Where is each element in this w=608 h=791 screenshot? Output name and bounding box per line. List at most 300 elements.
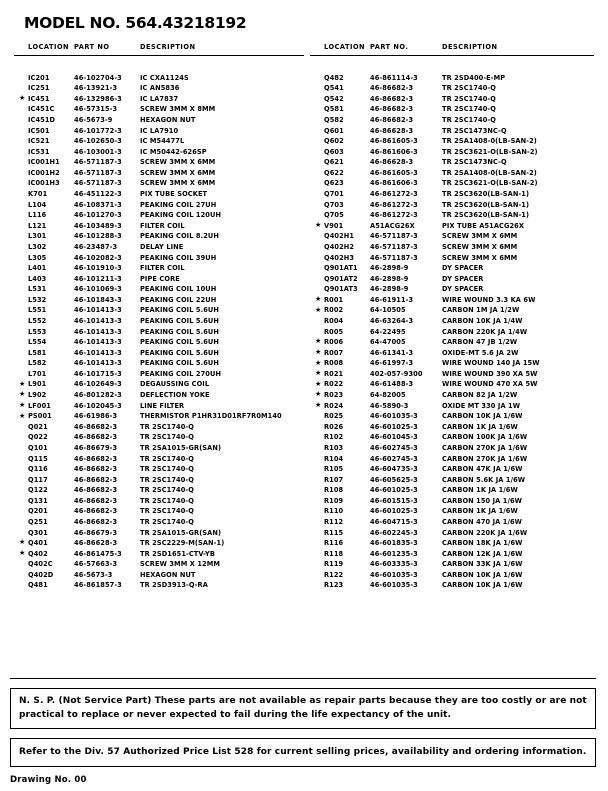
cell-location (14, 422, 74, 433)
cell-location (310, 337, 370, 348)
location-text: Q602 (324, 137, 344, 146)
cell-description: FILTER COIL (140, 264, 185, 273)
cell-location (14, 263, 74, 274)
location-text: R123 (324, 581, 344, 590)
cell-location (310, 517, 370, 528)
cell-part-no: 46-861606-3 (370, 179, 418, 188)
cell-description: SCREW 3MM X 6MM (140, 158, 216, 167)
cell-description: CARBON 220K JA 1/4W (442, 327, 528, 336)
cell-location (310, 94, 370, 105)
table-row (14, 285, 304, 296)
star-icon: ★ (315, 369, 322, 378)
location-text: L532 (28, 295, 47, 304)
cell-location (14, 464, 74, 475)
table-row (14, 211, 304, 222)
cell-description: CARBON 47 JB 1/2W (442, 338, 518, 347)
cell-description: OXIDE MT 330 JA 1W (442, 401, 521, 410)
cell-location (310, 73, 370, 84)
location-text: Q251 (28, 517, 48, 526)
cell-description: TR 2SA1408-0(LB-SAN-2) (442, 137, 537, 146)
cell-location (310, 538, 370, 549)
table-row (14, 337, 304, 348)
cell-location (310, 327, 370, 338)
table-row (14, 232, 304, 243)
cell-part-no: 64-22495 (370, 327, 406, 336)
table-row (310, 507, 594, 518)
location-text: L116 (28, 211, 47, 220)
location-text: IC521 (28, 137, 50, 146)
cell-location (310, 581, 370, 592)
cell-location (310, 422, 370, 433)
table-row (14, 168, 304, 179)
table-row (14, 433, 304, 444)
location-text: Q582 (324, 116, 344, 124)
location-text: Q401 (28, 539, 48, 548)
cell-description: SCREW 3MM X 12MM (140, 560, 221, 569)
cell-location (14, 528, 74, 539)
cell-part-no: 46-86682-3 (370, 116, 414, 124)
cell-part-no: 46-2898-9 (370, 264, 409, 273)
location-text: IC001H2 (28, 168, 60, 177)
table-row (310, 581, 594, 592)
cell-part-no: 46-86682-3 (74, 486, 118, 495)
cell-part-no: 46-601025-3 (370, 507, 418, 516)
cell-description: CARBON 100K JA 1/6W (442, 433, 528, 442)
cell-description: PEAKING COIL 27UH (140, 200, 217, 209)
cell-part-no: 46-13921-3 (74, 84, 118, 93)
parts-column-left (14, 43, 304, 591)
cell-description: PEAKING COIL 5.6UH (140, 327, 219, 336)
table-row (310, 147, 594, 158)
cell-location (14, 115, 74, 126)
cell-description: CARBON 270K JA 1/6W (442, 454, 528, 463)
location-text: R022 (324, 380, 344, 389)
cell-part-no: 46-101910-3 (74, 264, 122, 273)
cell-description: DY SPACER (442, 285, 484, 294)
location-text: L305 (28, 253, 47, 262)
cell-description: IC AN5836 (140, 84, 180, 93)
location-text: L104 (28, 200, 47, 209)
cell-part-no: 46-86682-3 (74, 507, 118, 516)
table-row (310, 306, 594, 317)
location-text: Q022 (28, 433, 48, 442)
cell-description: SCREW 3MM X 6MM (442, 232, 518, 241)
cell-part-no: 46-23487-3 (74, 242, 118, 251)
cell-location (310, 84, 370, 95)
cell-part-no: 64-47005 (370, 338, 406, 347)
table-row (310, 528, 594, 539)
cell-location (14, 242, 74, 253)
table-row (14, 263, 304, 274)
cell-description: TR 2SC1740-Q (140, 454, 194, 463)
cell-location (310, 507, 370, 518)
table-row (310, 475, 594, 486)
cell-description: PEAKING COIL 5.6UH (140, 338, 219, 347)
cell-description: WIRE WOUND 3.3 KA 6W (442, 295, 536, 304)
cell-location (310, 443, 370, 454)
table-row (310, 263, 594, 274)
location-text: Q116 (28, 465, 48, 474)
table-row (310, 126, 594, 137)
table-row (14, 443, 304, 454)
cell-description: DEFLECTION YOKE (140, 391, 210, 400)
cell-part-no: 46-571187-3 (370, 242, 418, 251)
cell-description: WIRE WOUND 470 XA 5W (442, 380, 538, 389)
cell-location (310, 242, 370, 253)
location-text: R104 (324, 454, 344, 463)
table-row (14, 84, 304, 95)
cell-part-no: 46-86628-3 (74, 539, 118, 548)
cell-description: CARBON 10K JA 1/6W (442, 570, 523, 579)
cell-location (310, 168, 370, 179)
cell-description: CARBON 1K JA 1/6W (442, 507, 518, 516)
cell-location (14, 517, 74, 528)
cell-part-no: 46-101069-3 (74, 285, 122, 294)
cell-description: IC CXA1124S (140, 73, 189, 82)
star-icon: ★ (315, 221, 322, 230)
cell-part-no: 46-61997-3 (370, 359, 414, 368)
cell-part-no: 46-861606-3 (370, 147, 418, 156)
location-text: K701 (28, 190, 48, 199)
cell-part-no: 46-63264-3 (370, 316, 414, 325)
star-icon: ★ (315, 348, 322, 357)
table-row (14, 253, 304, 264)
location-text: Q101 (28, 443, 48, 452)
cell-part-no: 46-101413-3 (74, 327, 122, 336)
cell-description: DY SPACER (442, 264, 484, 273)
table-row (14, 274, 304, 285)
cell-location (14, 285, 74, 296)
table-row (14, 454, 304, 465)
cell-location (310, 263, 370, 274)
location-text: R006 (324, 338, 344, 347)
cell-description: TR 2SC3621-O(LB-SAN-2) (442, 147, 538, 156)
cell-description: HEXAGON NUT (140, 570, 196, 579)
cell-location (14, 221, 74, 232)
cell-description: SCREW 3MM X 6MM (442, 253, 518, 262)
cell-location (14, 369, 74, 380)
cell-description: CARBON 1K JA 1/6W (442, 486, 518, 495)
cell-part-no: 64-82005 (370, 391, 406, 400)
cell-part-no: 46-86682-3 (370, 94, 414, 103)
cell-part-no: 46-86682-3 (74, 496, 118, 505)
cell-part-no: 46-601025-3 (370, 486, 418, 495)
table-row (310, 560, 594, 571)
cell-location (14, 158, 74, 169)
location-text: L902 (28, 391, 47, 400)
cell-location (310, 158, 370, 169)
location-text: R021 (324, 369, 344, 378)
table-row (310, 168, 594, 179)
table-row (14, 189, 304, 200)
cell-description: TR 2SC1740-Q (140, 486, 194, 495)
cell-description: CARBON 18K JA 1/6W (442, 539, 523, 548)
star-icon: ★ (315, 295, 322, 304)
location-text: IC501 (28, 126, 50, 135)
star-icon: ★ (315, 337, 322, 346)
table-row (14, 306, 304, 317)
cell-description: TR 2SC1740-Q (442, 116, 496, 124)
table-row (14, 486, 304, 497)
cell-location (14, 433, 74, 444)
cell-part-no: 46-604735-3 (370, 465, 418, 474)
location-text: L401 (28, 264, 47, 273)
cell-part-no: 402-057-9300 (370, 369, 423, 378)
table-row (14, 570, 304, 581)
table-row (14, 348, 304, 359)
cell-location (310, 295, 370, 306)
cell-description: PIX TUBE SOCKET (140, 190, 208, 199)
cell-part-no: 46-86682-3 (74, 475, 118, 484)
cell-location (14, 496, 74, 507)
location-text: R023 (324, 391, 344, 400)
cell-description: TR 2SC1740-Q (140, 465, 194, 474)
cell-location (310, 369, 370, 380)
cell-location (14, 549, 74, 560)
table-row (310, 105, 594, 116)
cell-part-no: 46-601235-3 (370, 549, 418, 558)
location-text: LF001 (28, 401, 51, 410)
star-icon: ★ (19, 390, 26, 399)
cell-part-no: 46-132986-3 (74, 94, 122, 103)
cell-location (310, 380, 370, 391)
location-text: Q542 (324, 94, 344, 103)
table-row (310, 327, 594, 338)
cell-location (310, 475, 370, 486)
cell-location (310, 464, 370, 475)
cell-location (14, 327, 74, 338)
star-icon: ★ (315, 390, 322, 399)
table-spacer-row (14, 56, 304, 73)
cell-location (310, 549, 370, 560)
parts-columns (14, 43, 594, 591)
table-row (14, 517, 304, 528)
table-row (310, 496, 594, 507)
cell-description: DY SPACER (442, 274, 484, 283)
location-text: Q621 (324, 158, 344, 167)
location-text: Q301 (28, 528, 48, 537)
location-text: R115 (324, 528, 344, 537)
location-text: L302 (28, 242, 47, 251)
cell-part-no: 46-861605-3 (370, 137, 418, 146)
cell-description: PEAKING COIL 270UH (140, 369, 222, 378)
cell-description: CARBON 1M JA 1/2W (442, 306, 520, 315)
table-body-right (310, 56, 594, 591)
cell-description: CARBON 1K JA 1/6W (442, 422, 518, 431)
table-row (310, 412, 594, 423)
cell-location (14, 486, 74, 497)
cell-location (310, 316, 370, 327)
cell-description: HEXAGON NUT (140, 116, 196, 124)
cell-part-no: 46-601025-3 (370, 422, 418, 431)
table-row (14, 327, 304, 338)
table-header-row (14, 43, 304, 56)
column-header-location: LOCATION (28, 43, 70, 51)
table-row (14, 200, 304, 211)
cell-location (14, 200, 74, 211)
table-row (14, 242, 304, 253)
location-text: IC451 (28, 94, 50, 103)
cell-description: OXIDE-MT 5.6 JA 2W (442, 348, 519, 357)
cell-location (14, 168, 74, 179)
drawing-number: Drawing No. 00 (10, 775, 87, 785)
cell-part-no: 46-601035-3 (370, 581, 418, 590)
cell-part-no: 46-602745-3 (370, 454, 418, 463)
location-text: R004 (324, 316, 344, 325)
cell-description: SCREW 3MM X 6MM (140, 168, 216, 177)
cell-location (14, 306, 74, 317)
location-text: R105 (324, 465, 344, 474)
cell-location (14, 581, 74, 592)
cell-description: WIRE WOUND 140 JA 15W (442, 359, 540, 368)
cell-description: TR 2SC1740-Q (140, 517, 194, 526)
location-text: L551 (28, 306, 47, 315)
column-header-description: DESCRIPTION (442, 43, 498, 51)
cell-location (310, 253, 370, 264)
parts-table-left (14, 43, 304, 591)
cell-part-no: 46-86682-3 (74, 465, 118, 474)
location-text: IC251 (28, 84, 50, 93)
star-icon: ★ (315, 305, 322, 314)
cell-location (310, 412, 370, 423)
cell-part-no: 46-601035-3 (370, 570, 418, 579)
cell-location (14, 316, 74, 327)
cell-part-no: 46-101413-3 (74, 359, 122, 368)
location-text: R119 (324, 560, 344, 569)
cell-part-no: 46-101772-3 (74, 126, 122, 135)
table-row (310, 538, 594, 549)
cell-part-no: 46-601045-3 (370, 433, 418, 442)
cell-description: CARBON 82 JA 1/2W (442, 391, 518, 400)
cell-part-no: 46-601035-3 (370, 412, 418, 421)
cell-part-no: 46-86679-3 (74, 528, 118, 537)
cell-location (14, 179, 74, 190)
cell-location (310, 115, 370, 126)
table-row (310, 211, 594, 222)
location-text: R112 (324, 517, 344, 526)
cell-description: THERMISTOR P1HR31D01RF7R0M140 (140, 412, 282, 421)
cell-location (310, 306, 370, 317)
cell-description: TR 2SC1740-Q (442, 94, 496, 103)
table-row (14, 507, 304, 518)
cell-description: IC LA7837 (140, 94, 179, 103)
cell-location (14, 507, 74, 518)
cell-description: PEAKING COIL 10UH (140, 285, 217, 294)
cell-description: WIRE WOUND 390 XA 5W (442, 369, 538, 378)
location-text: L701 (28, 369, 47, 378)
cell-part-no: 46-86628-3 (370, 158, 414, 167)
cell-location (14, 147, 74, 158)
cell-description: TR 2SC3620(LB-SAN-1) (442, 211, 530, 220)
table-row (310, 443, 594, 454)
location-text: Q901AT3 (324, 285, 358, 294)
location-text: IC531 (28, 147, 50, 156)
location-text: L301 (28, 232, 47, 241)
cell-description: PEAKING COIL 8.2UH (140, 232, 219, 241)
cell-location (310, 486, 370, 497)
cell-location (14, 94, 74, 105)
table-row (310, 84, 594, 95)
table-row (14, 560, 304, 571)
cell-part-no: 46-5673-3 (74, 570, 113, 579)
table-row (310, 570, 594, 581)
location-text: V901 (324, 221, 344, 230)
table-row (310, 517, 594, 528)
cell-part-no: 46-57315-3 (74, 105, 118, 114)
cell-part-no: 46-101413-3 (74, 338, 122, 347)
cell-part-no: 64-10505 (370, 306, 406, 315)
table-row (310, 253, 594, 264)
cell-description: TR 2SC1473NC-Q (442, 158, 507, 167)
location-text: R005 (324, 327, 344, 336)
location-text: Q402C (28, 560, 53, 569)
location-text: Q115 (28, 454, 48, 463)
cell-location (14, 475, 74, 486)
table-row (310, 401, 594, 412)
table-row (14, 380, 304, 391)
cell-location (310, 560, 370, 571)
location-text: Q402H3 (324, 253, 355, 262)
cell-description: TR 2SC3620(LB-SAN-1) (442, 200, 530, 209)
table-row (310, 200, 594, 211)
location-text: Q703 (324, 200, 344, 209)
cell-part-no: 46-86682-3 (74, 517, 118, 526)
table-row (310, 549, 594, 560)
cell-part-no: 46-604715-3 (370, 517, 418, 526)
cell-part-no: 46-57663-3 (74, 560, 118, 569)
table-row (310, 337, 594, 348)
location-text: R107 (324, 475, 344, 484)
location-text: R008 (324, 359, 344, 368)
page-title: MODEL NO. 564.43218192 (24, 14, 247, 32)
table-row (14, 538, 304, 549)
cell-location (310, 274, 370, 285)
cell-description: TR 2SC1473NC-Q (442, 126, 507, 135)
cell-part-no: 46-101211-3 (74, 274, 122, 283)
cell-description: PIX TUBE A51ACG26X (442, 221, 525, 230)
cell-location (14, 73, 74, 84)
cell-part-no: 46-101288-3 (74, 232, 122, 241)
cell-description: FILTER COIL (140, 221, 185, 230)
cell-description: TR 2SC1740-Q (140, 496, 194, 505)
cell-part-no: 46-86628-3 (370, 126, 414, 135)
cell-part-no: 46-86682-3 (74, 454, 118, 463)
cell-part-no: 46-86679-3 (74, 443, 118, 452)
location-text: Q402H2 (324, 242, 355, 251)
cell-location (310, 200, 370, 211)
cell-location (310, 285, 370, 296)
cell-description: SCREW 3MM X 8MM (140, 105, 216, 114)
price-list-note-box (10, 738, 596, 767)
table-row (14, 105, 304, 116)
table-row (14, 496, 304, 507)
cell-location (310, 570, 370, 581)
star-icon: ★ (19, 538, 26, 547)
cell-description: PEAKING COIL 5.6UH (140, 359, 219, 368)
location-text: Q623 (324, 179, 344, 188)
table-row (310, 232, 594, 243)
cell-location (14, 211, 74, 222)
cell-part-no: 46-5890-3 (370, 401, 409, 410)
cell-location (14, 359, 74, 370)
cell-part-no: 46-103001-3 (74, 147, 122, 156)
cell-location (14, 380, 74, 391)
cell-location (14, 401, 74, 412)
cell-part-no: 46-801282-3 (74, 391, 122, 400)
cell-part-no: 46-86682-3 (74, 422, 118, 431)
cell-description: TR 2SD400-E-MP (442, 73, 506, 82)
location-text: IC001H3 (28, 179, 60, 188)
